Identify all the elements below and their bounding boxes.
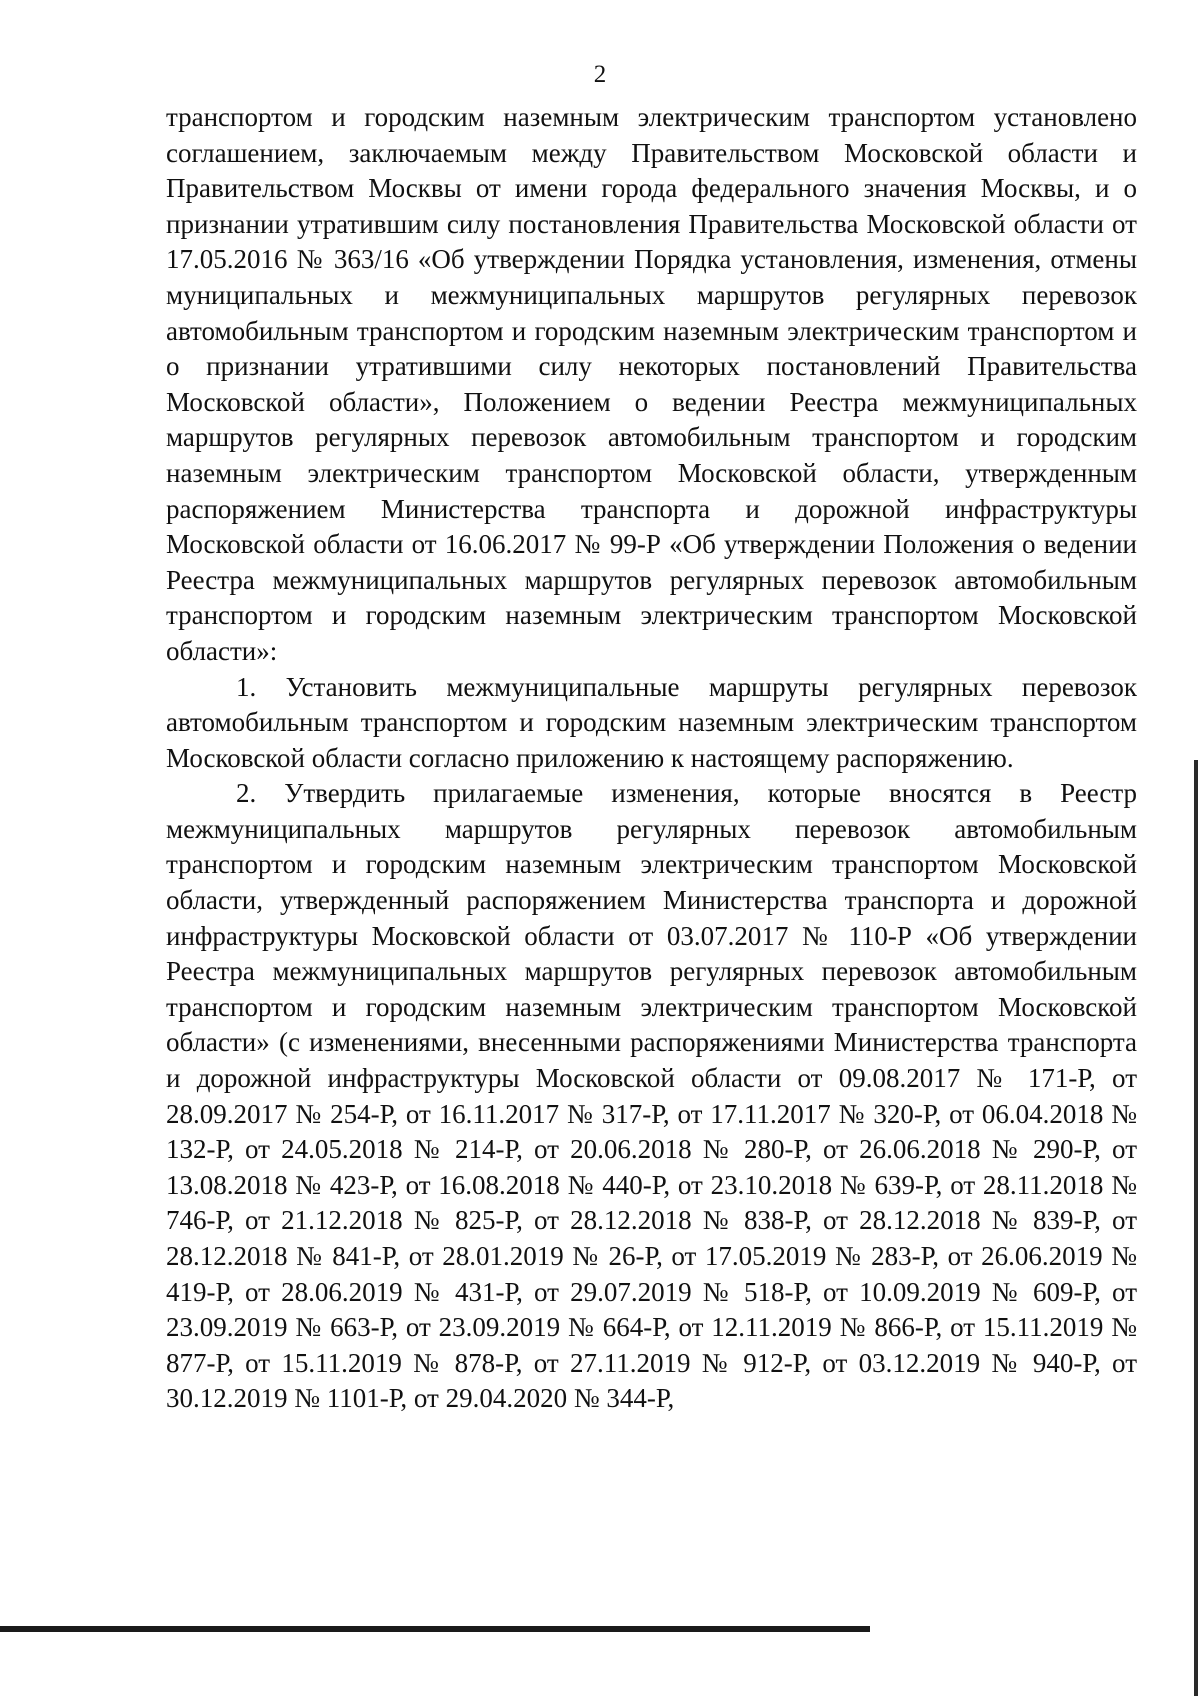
page-number: 2 — [593, 61, 607, 88]
scan-right-border — [1194, 760, 1198, 1696]
paragraph-item-2: 2. Утвердить прилагаемые изменения, которые вносятся в Реестр межмуниципальных маршрутов регулярных перевозок автомобильным транспортом и городским наземным электрическим транспортом Московской области, утвержденный распоряжением Министерства транспорта и дорожной инфраструктуры Московской области от 03.07.2017 № 110-Р «Об утверждении Реестра межмуниципальных маршрутов регулярных перевозок автомобильным транспортом и городским наземным электрическим транспортом Московской области» (с изменениями, внесенными распоряжениями Министерства транспорта и дорожной инфраструктуры Московской области от 09.08.2017 № 171-Р, от 28.09.2017 № 254-Р, от 16.11.2017 № 317-Р, от 17.11.2017 № 320-Р, от 06.04.2018 № 132-Р, от 24.05.2018 № 214-Р, от 20.06.2018 № 280-Р, от 26.06.2018 № 290-Р, от 13.08.2018 № 423-Р, от 16.08.2018 № 440-Р, от 23.10.2018 № 639-Р, от 28.11.2018 № 746-Р, от 21.12.2018 № 825-Р, от 28.12.2018 № 838-Р, от 28.12.2018 № 839-Р, от 28.12.2018 № 841-Р, от 28.01.2019 № 26-Р, от 17.05.2019 № 283-Р, от 26.06.2019 № 419-Р, от 28.06.2019 № 431-Р, от 29.07.2019 № 518-Р, от 10.09.2019 № 609-Р, от 23.09.2019 № 663-Р, от 23.09.2019 № 664-Р, от 12.11.2019 № 866-Р, от 15.11.2019 № 877-Р, от 15.11.2019 № 878-Р, от 27.11.2019 № 912-Р, от 03.12.2019 № 940-Р, от 30.12.2019 № 1101-Р, от 29.04.2020 № 344-Р, — [166, 778, 1137, 1414]
paragraph-intro: транспортом и городским наземным электрическим транспортом установлено соглашением, заключаемым между Правительством Московской области и Правительством Москвы от имени города федерального значения Москвы, и о признании утратившим силу постановления Правительства Московской области от 17.05.2016 № 363/16 «Об утверждении Порядка установления, изменения, отмены муниципальных и межмуниципальных маршрутов регулярных перевозок автомобильным транспортом и городским наземным электрическим транспортом и о признании утратившими силу некоторых постановлений Правительства Московской области», Положением о ведении Реестра межмуниципальных маршрутов регулярных перевозок автомобильным транспортом и городским наземным электрическим транспортом Московской области, утвержденным распоряжением Министерства транспорта и дорожной инфраструктуры Московской области от 16.06.2017 № 99-Р «Об утверждении Положения о ведении Реестра межмуниципальных маршрутов регулярных перевозок автомобильным транспортом и городским наземным электрическим транспортом Московской области»: — [166, 102, 1137, 666]
paragraph-item-1: 1. Установить межмуниципальные маршруты регулярных перевозок автомобильным транспортом и городским наземным электрическим транспортом Московской области согласно приложению к настоящему распоряжению. — [166, 671, 1137, 773]
scan-bottom-border — [0, 1626, 870, 1632]
document-body — [166, 100, 1137, 1417]
